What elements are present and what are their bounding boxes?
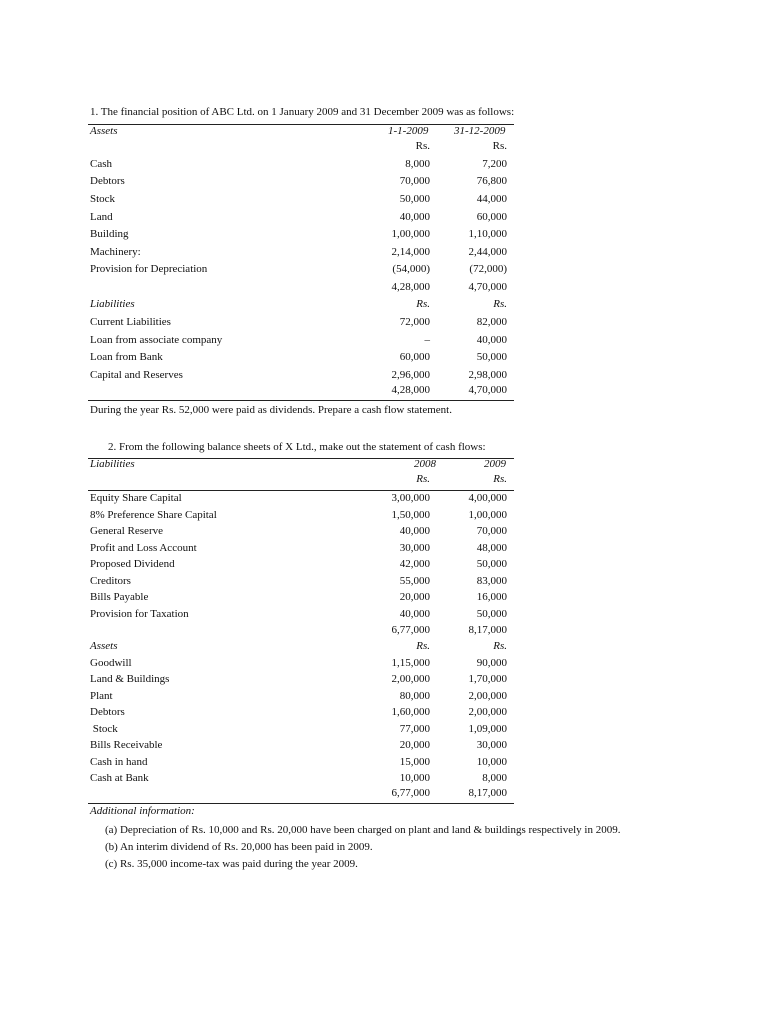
row-label: 8% Preference Share Capital: [90, 509, 217, 521]
row-label: General Reserve: [90, 525, 163, 537]
row-value-2: 2,98,000: [468, 369, 507, 381]
q2-asset-currency1: Rs.: [416, 640, 430, 652]
row-value-2: 50,000: [476, 351, 507, 363]
row-label: Provision for Taxation: [90, 608, 189, 620]
row-label: Profit and Loss Account: [90, 542, 197, 554]
row-value-2: 50,000: [476, 608, 507, 620]
total-value-2: 4,70,000: [468, 384, 507, 396]
q1-col1-header: 1-1-2009: [388, 125, 429, 137]
q2-col2-header: 2009: [484, 458, 506, 470]
row-label: Stock: [90, 193, 116, 205]
row-label: Debtors: [90, 175, 125, 187]
q1-liabilities-header: Liabilities: [90, 298, 135, 310]
q2-liabilities-header: Liabilities: [90, 458, 135, 470]
row-value-2: 7,200: [482, 158, 507, 170]
table-row: [0, 690, 768, 707]
q2-note-a: (a) Depreciation of Rs. 10,000 and Rs. 20,000 have been charged on plant and land & buildings respectively in 2009.: [105, 824, 621, 836]
row-value-1: 2,00,000: [391, 673, 430, 685]
row-value-2: 76,800: [476, 175, 507, 187]
total-value-1: 4,28,000: [391, 384, 430, 396]
table-row: [0, 723, 768, 740]
q2-header-rule: [88, 490, 514, 491]
row-value-2: 2,00,000: [468, 706, 507, 718]
row-value-2: 10,000: [476, 756, 507, 768]
row-value-1: 1,15,000: [391, 657, 430, 669]
row-value-1: 8,000: [405, 158, 430, 170]
row-value-1: 40,000: [399, 211, 430, 223]
row-value-1: 1,50,000: [391, 509, 430, 521]
row-label: Cash: [90, 158, 112, 170]
row-value-1: 2,14,000: [391, 246, 430, 258]
row-value-1: –: [424, 334, 430, 346]
row-label: Goodwill: [90, 657, 132, 669]
row-value-1: 40,000: [399, 608, 430, 620]
q1-col2-header: 31-12-2009: [454, 125, 506, 137]
row-label: Loan from associate company: [90, 334, 223, 346]
q2-bottom-rule: [88, 803, 514, 804]
row-value-2: 1,00,000: [468, 509, 507, 521]
table-row: [0, 492, 768, 509]
row-value-1: 70,000: [399, 175, 430, 187]
q2-assets-total-row: [0, 787, 768, 804]
q1-assets-header: Assets: [90, 125, 118, 137]
q1-liab-currency1: Rs.: [416, 298, 430, 310]
row-value-1: 10,000: [399, 772, 430, 784]
row-value-1: 15,000: [399, 756, 430, 768]
row-label: Land & Buildings: [90, 673, 170, 685]
row-value-1: 72,000: [399, 316, 430, 328]
q2-title: 2. From the following balance sheets of X Ltd., make out the statement of cash flows:: [108, 441, 486, 453]
row-label: Debtors: [90, 706, 125, 718]
table-row: [0, 756, 768, 773]
table-row: [0, 575, 768, 592]
table-row: [0, 706, 768, 723]
row-value-2: 90,000: [476, 657, 507, 669]
table-row: [0, 246, 768, 263]
row-value-1: 55,000: [399, 575, 430, 587]
row-value-2: 4,00,000: [468, 492, 507, 504]
row-value-2: 48,000: [476, 542, 507, 554]
q1-liabilities-total-row: [0, 384, 768, 401]
row-value-2: 70,000: [476, 525, 507, 537]
q2-col1-header: 2008: [414, 458, 436, 470]
q1-title: 1. The financial position of ABC Ltd. on 1 January 2009 and 31 December 2009 was as follows:: [90, 106, 515, 118]
total-value-1: 6,77,000: [391, 624, 430, 636]
row-label: Proposed Dividend: [90, 558, 175, 570]
q2-asset-currency2: Rs.: [493, 640, 507, 652]
table-row: [0, 591, 768, 608]
row-value-1: 1,60,000: [391, 706, 430, 718]
row-label: Cash in hand: [90, 756, 148, 768]
total-value-2: 8,17,000: [468, 787, 507, 799]
total-value-1: 6,77,000: [391, 787, 430, 799]
total-value-2: 4,70,000: [468, 281, 507, 293]
table-row: [0, 334, 768, 351]
table-row: [0, 739, 768, 756]
q2-assets-header-row: [0, 640, 768, 657]
row-value-1: 3,00,000: [391, 492, 430, 504]
row-value-2: 44,000: [476, 193, 507, 205]
row-value-2: 16,000: [476, 591, 507, 603]
row-label: Building: [90, 228, 129, 240]
q1-footer: During the year Rs. 52,000 were paid as dividends. Prepare a cash flow statement.: [90, 404, 452, 416]
row-label: Cash at Bank: [90, 772, 149, 784]
row-label: Land: [90, 211, 113, 223]
row-label: Current Liabilities: [90, 316, 171, 328]
row-value-2: 30,000: [476, 739, 507, 751]
q2-currency2: Rs.: [493, 473, 507, 485]
q2-currency1: Rs.: [416, 473, 430, 485]
q2-assets-header: Assets: [90, 640, 118, 652]
q2-top-rule: [88, 458, 514, 459]
row-value-2: 2,44,000: [468, 246, 507, 258]
row-value-1: 20,000: [399, 739, 430, 751]
row-label: Creditors: [90, 575, 131, 587]
row-value-1: (54,000): [392, 263, 430, 275]
table-row: [0, 542, 768, 559]
row-value-2: 2,00,000: [468, 690, 507, 702]
row-value-2: 83,000: [476, 575, 507, 587]
table-row: [0, 509, 768, 526]
row-value-2: 40,000: [476, 334, 507, 346]
row-label: Loan from Bank: [90, 351, 163, 363]
row-value-1: 2,96,000: [391, 369, 430, 381]
total-value-1: 4,28,000: [391, 281, 430, 293]
table-row: [0, 351, 768, 368]
q2-currency-row: [0, 473, 768, 490]
row-value-1: 1,00,000: [391, 228, 430, 240]
q2-liabilities-total-row: [0, 624, 768, 641]
row-value-2: 82,000: [476, 316, 507, 328]
q1-currency2: Rs.: [492, 140, 507, 152]
table-row: [0, 558, 768, 575]
q2-note-c: (c) Rs. 35,000 income-tax was paid during the year 2009.: [105, 858, 358, 870]
row-label: Provision for Depreciation: [90, 263, 208, 275]
row-value-1: 30,000: [399, 542, 430, 554]
total-value-2: 8,17,000: [468, 624, 507, 636]
row-label: Machinery:: [90, 246, 141, 258]
q1-top-rule: [88, 124, 514, 125]
q1-liabilities-header-row: [0, 298, 768, 315]
q2-additional-header: Additional information:: [90, 805, 195, 817]
table-row: [0, 211, 768, 228]
q1-currency-row: [0, 140, 768, 157]
table-row: [0, 608, 768, 625]
table-row: [0, 657, 768, 674]
row-label: Plant: [90, 690, 113, 702]
row-label: Bills Receivable: [90, 739, 163, 751]
table-row: [0, 175, 768, 192]
row-value-1: 77,000: [399, 723, 430, 735]
row-value-1: 60,000: [399, 351, 430, 363]
row-label: Stock: [90, 723, 118, 735]
table-row: [0, 525, 768, 542]
row-value-1: 42,000: [399, 558, 430, 570]
row-value-2: 1,70,000: [468, 673, 507, 685]
table-row: [0, 673, 768, 690]
row-label: Equity Share Capital: [90, 492, 182, 504]
table-row: [0, 263, 768, 280]
row-value-2: 1,10,000: [468, 228, 507, 240]
table-row: [0, 228, 768, 245]
table-row: [0, 193, 768, 210]
row-value-1: 20,000: [399, 591, 430, 603]
q2-note-b: (b) An interim dividend of Rs. 20,000 has been paid in 2009.: [105, 841, 373, 853]
row-value-1: 50,000: [399, 193, 430, 205]
row-value-1: 40,000: [399, 525, 430, 537]
table-row: [0, 316, 768, 333]
row-value-2: 50,000: [476, 558, 507, 570]
q1-bottom-rule: [88, 400, 514, 401]
q1-currency1: Rs.: [415, 140, 430, 152]
row-value-2: 8,000: [482, 772, 507, 784]
row-value-2: 60,000: [476, 211, 507, 223]
q1-liab-currency2: Rs.: [493, 298, 507, 310]
row-label: Bills Payable: [90, 591, 149, 603]
row-label: Capital and Reserves: [90, 369, 183, 381]
row-value-2: (72,000): [469, 263, 507, 275]
row-value-2: 1,09,000: [468, 723, 507, 735]
table-row: [0, 158, 768, 175]
row-value-1: 80,000: [399, 690, 430, 702]
q1-assets-total-row: [0, 281, 768, 298]
